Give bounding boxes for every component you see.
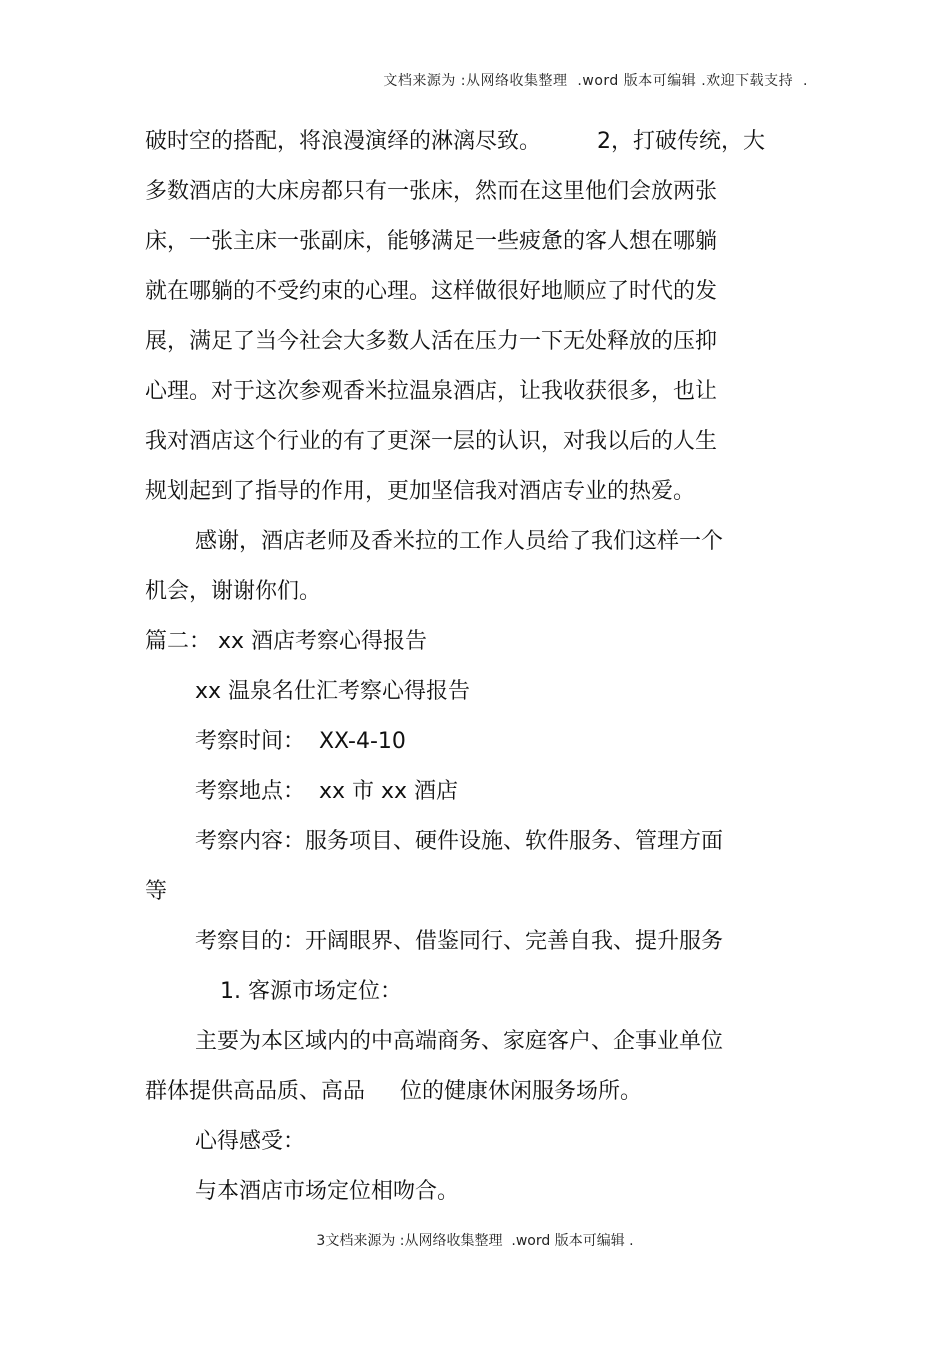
text-line: 感谢，酒店老师及香米拉的工作人员给了我们这样一个	[195, 529, 724, 554]
text-line: 多数酒店的大床房都只有一张床，然而在这里他们会放两张	[145, 179, 718, 204]
text-line: 与本酒店市场定位相吻合。	[195, 1179, 460, 1204]
text-line: 我对酒店这个行业的有了更深一层的认识，对我以后的人生	[145, 429, 718, 454]
page-header: 文档来源为 :从网络收集整理 .word 版本可编辑 .欢迎下载支持 .	[383, 73, 808, 89]
list-item-heading: 1. 客源市场定位：	[220, 979, 402, 1004]
text-line: 考察目的：开阔眼界、借鉴同行、完善自我、提升服务	[195, 929, 724, 954]
text-line: 床，一张主床一张副床，能够满足一些疲惫的客人想在哪躺	[145, 229, 718, 254]
text-line: 群体提供高品质、高品 位的健康休闲服务场所。	[145, 1079, 642, 1104]
text-line: 破时空的搭配，将浪漫演绎的淋漓尽致。 2，打破传统，大	[145, 129, 765, 154]
text-line: 规划起到了指导的作用，更加坚信我对酒店专业的热爱。	[145, 479, 696, 504]
text-line: 就在哪躺的不受约束的心理。这样做很好地顺应了时代的发	[145, 279, 718, 304]
text-line: 考察时间： XX-4-10	[195, 729, 406, 754]
page-footer: 3文档来源为 :从网络收集整理 .word 版本可编辑 .	[316, 1233, 634, 1249]
text-line: 考察内容：服务项目、硬件设施、软件服务、管理方面	[195, 829, 724, 854]
text-line: 心得感受：	[195, 1129, 306, 1154]
text-line: 等	[145, 879, 168, 904]
text-line: 展，满足了当今社会大多数人活在压力一下无处释放的压抑	[145, 329, 718, 354]
report-title: xx 温泉名仕汇考察心得报告	[195, 679, 471, 704]
text-line: 机会，谢谢你们。	[145, 579, 322, 604]
section-heading: 篇二： xx 酒店考察心得报告	[145, 629, 428, 654]
text-line: 考察地点： xx 市 xx 酒店	[195, 779, 459, 804]
text-line: 心理。对于这次参观香米拉温泉酒店，让我收获很多，也让	[145, 379, 718, 404]
text-line: 主要为本区域内的中高端商务、家庭客户、企事业单位	[195, 1029, 724, 1054]
